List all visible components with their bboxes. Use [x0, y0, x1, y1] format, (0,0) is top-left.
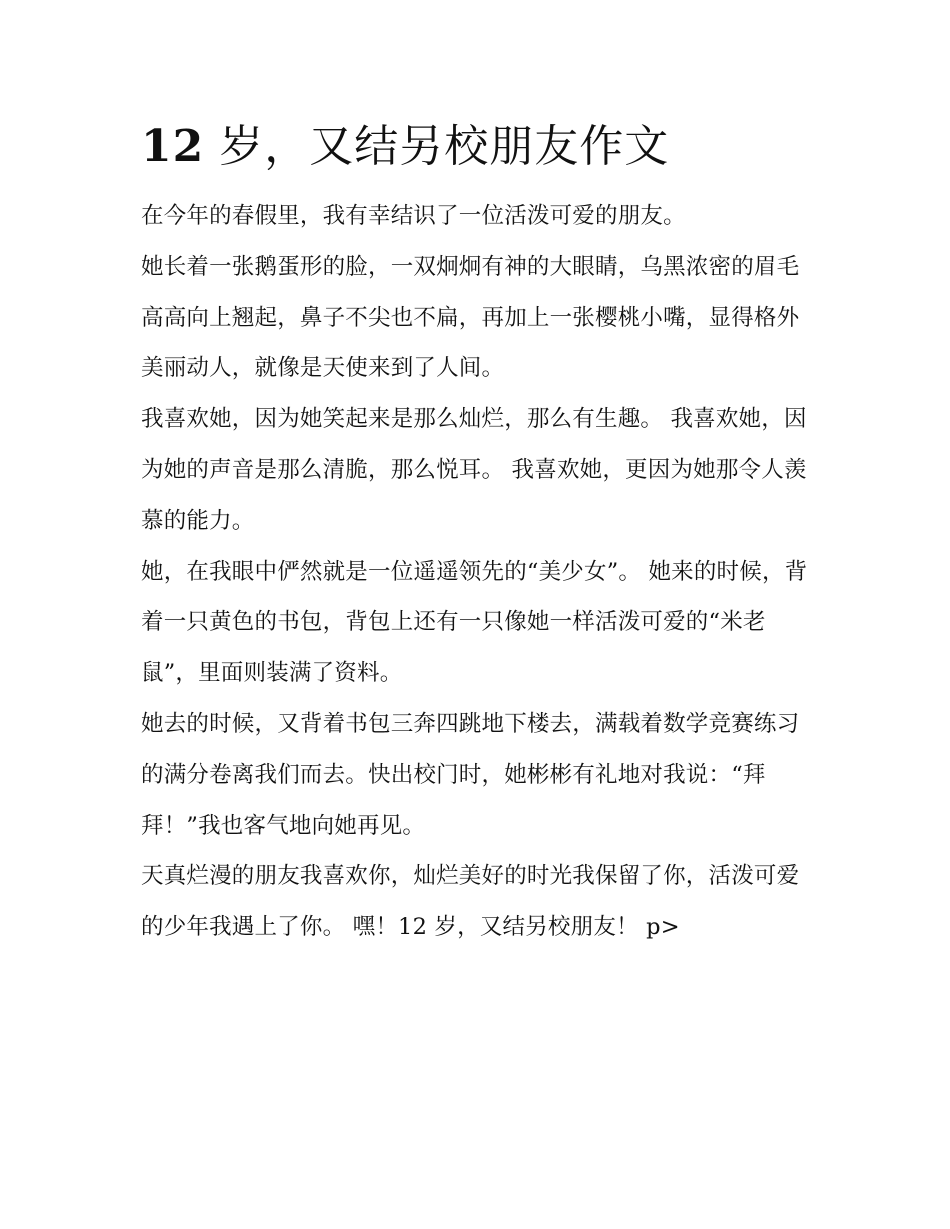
title-number: 12: [141, 121, 205, 172]
title-text: 岁，又结另校朋友作文: [204, 121, 670, 172]
document-content: [141, 116, 813, 953]
document-title: [141, 116, 813, 178]
paragraph: 天真烂漫的朋友我喜欢你，灿烂美好的时光我保留了你，活泼可爱的少年我遇上了你。 嘿！12 岁，又结另校朋友！ p>: [141, 863, 800, 941]
paragraph: 我喜欢她，因为她笑起来是那么灿烂，那么有生趣。 我喜欢她，因为她的声音是那么清脆，那么悦耳。 我喜欢她，更因为她那令人羡慕的能力。: [141, 406, 807, 534]
paragraph: 在今年的春假里，我有幸结识了一位活泼可爱的朋友。: [141, 203, 686, 229]
paragraph: 她去的时候，又背着书包三奔四跳地下楼去，满载着数学竞赛练习的满分卷离我们而去。快出校门时，她彬彬有礼地对我说：“拜拜！”我也客气地向她再见。: [141, 710, 800, 839]
document-body: [141, 191, 813, 953]
paragraph: 她，在我眼中俨然就是一位遥遥领先的“美少女”。 她来的时候，背着一只黄色的书包，背包上还有一只像她一样活泼可爱的“米老鼠”，里面则装满了资料。: [141, 558, 808, 687]
paragraph: 她长着一张鹅蛋形的脸，一双炯炯有神的大眼睛，乌黑浓密的眉毛高高向上翘起，鼻子不尖也不扁，再加上一张樱桃小嘴，显得格外美丽动人，就像是天使来到了人间。: [141, 253, 800, 382]
